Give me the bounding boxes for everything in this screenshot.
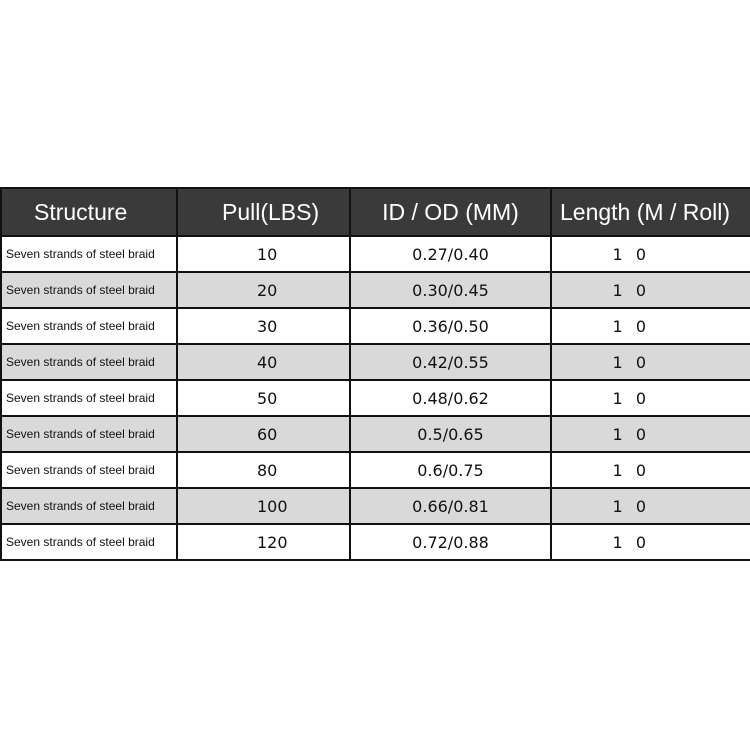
header-row	[1, 188, 750, 236]
cell-pull: 20	[177, 272, 350, 308]
header-structure: Structure	[1, 188, 177, 236]
cell-structure: Seven strands of steel braid	[1, 380, 177, 416]
cell-id-od: 0.72/0.88	[350, 524, 551, 560]
cell-structure: Seven strands of steel braid	[1, 344, 177, 380]
cell-pull: 80	[177, 452, 350, 488]
cell-length: 1 0	[551, 272, 750, 308]
cell-structure: Seven strands of steel braid	[1, 236, 177, 272]
table-row	[1, 272, 750, 308]
cell-length: 1 0	[551, 524, 750, 560]
cell-length: 1 0	[551, 380, 750, 416]
table-row	[1, 308, 750, 344]
table-row	[1, 452, 750, 488]
table-row	[1, 416, 750, 452]
cell-structure: Seven strands of steel braid	[1, 452, 177, 488]
cell-pull: 60	[177, 416, 350, 452]
header-length: Length (M / Roll)	[551, 188, 750, 236]
cell-length: 1 0	[551, 344, 750, 380]
cell-length: 1 0	[551, 416, 750, 452]
cell-pull: 40	[177, 344, 350, 380]
cell-length: 1 0	[551, 488, 750, 524]
header-pull: Pull(LBS)	[177, 188, 350, 236]
cell-id-od: 0.42/0.55	[350, 344, 551, 380]
cell-id-od: 0.30/0.45	[350, 272, 551, 308]
cell-pull: 30	[177, 308, 350, 344]
spec-table	[0, 187, 750, 561]
table-row	[1, 344, 750, 380]
table-row	[1, 380, 750, 416]
cell-pull: 100	[177, 488, 350, 524]
cell-structure: Seven strands of steel braid	[1, 272, 177, 308]
cell-id-od: 0.48/0.62	[350, 380, 551, 416]
cell-structure: Seven strands of steel braid	[1, 488, 177, 524]
cell-length: 1 0	[551, 452, 750, 488]
cell-length: 1 0	[551, 308, 750, 344]
cell-id-od: 0.36/0.50	[350, 308, 551, 344]
table-row	[1, 488, 750, 524]
table-row	[1, 236, 750, 272]
table-row	[1, 524, 750, 560]
cell-pull: 10	[177, 236, 350, 272]
cell-pull: 120	[177, 524, 350, 560]
cell-length: 1 0	[551, 236, 750, 272]
cell-structure: Seven strands of steel braid	[1, 524, 177, 560]
cell-id-od: 0.6/0.75	[350, 452, 551, 488]
cell-id-od: 0.5/0.65	[350, 416, 551, 452]
cell-structure: Seven strands of steel braid	[1, 416, 177, 452]
cell-pull: 50	[177, 380, 350, 416]
cell-structure: Seven strands of steel braid	[1, 308, 177, 344]
header-id-od: ID / OD (MM)	[350, 188, 551, 236]
cell-id-od: 0.66/0.81	[350, 488, 551, 524]
cell-id-od: 0.27/0.40	[350, 236, 551, 272]
